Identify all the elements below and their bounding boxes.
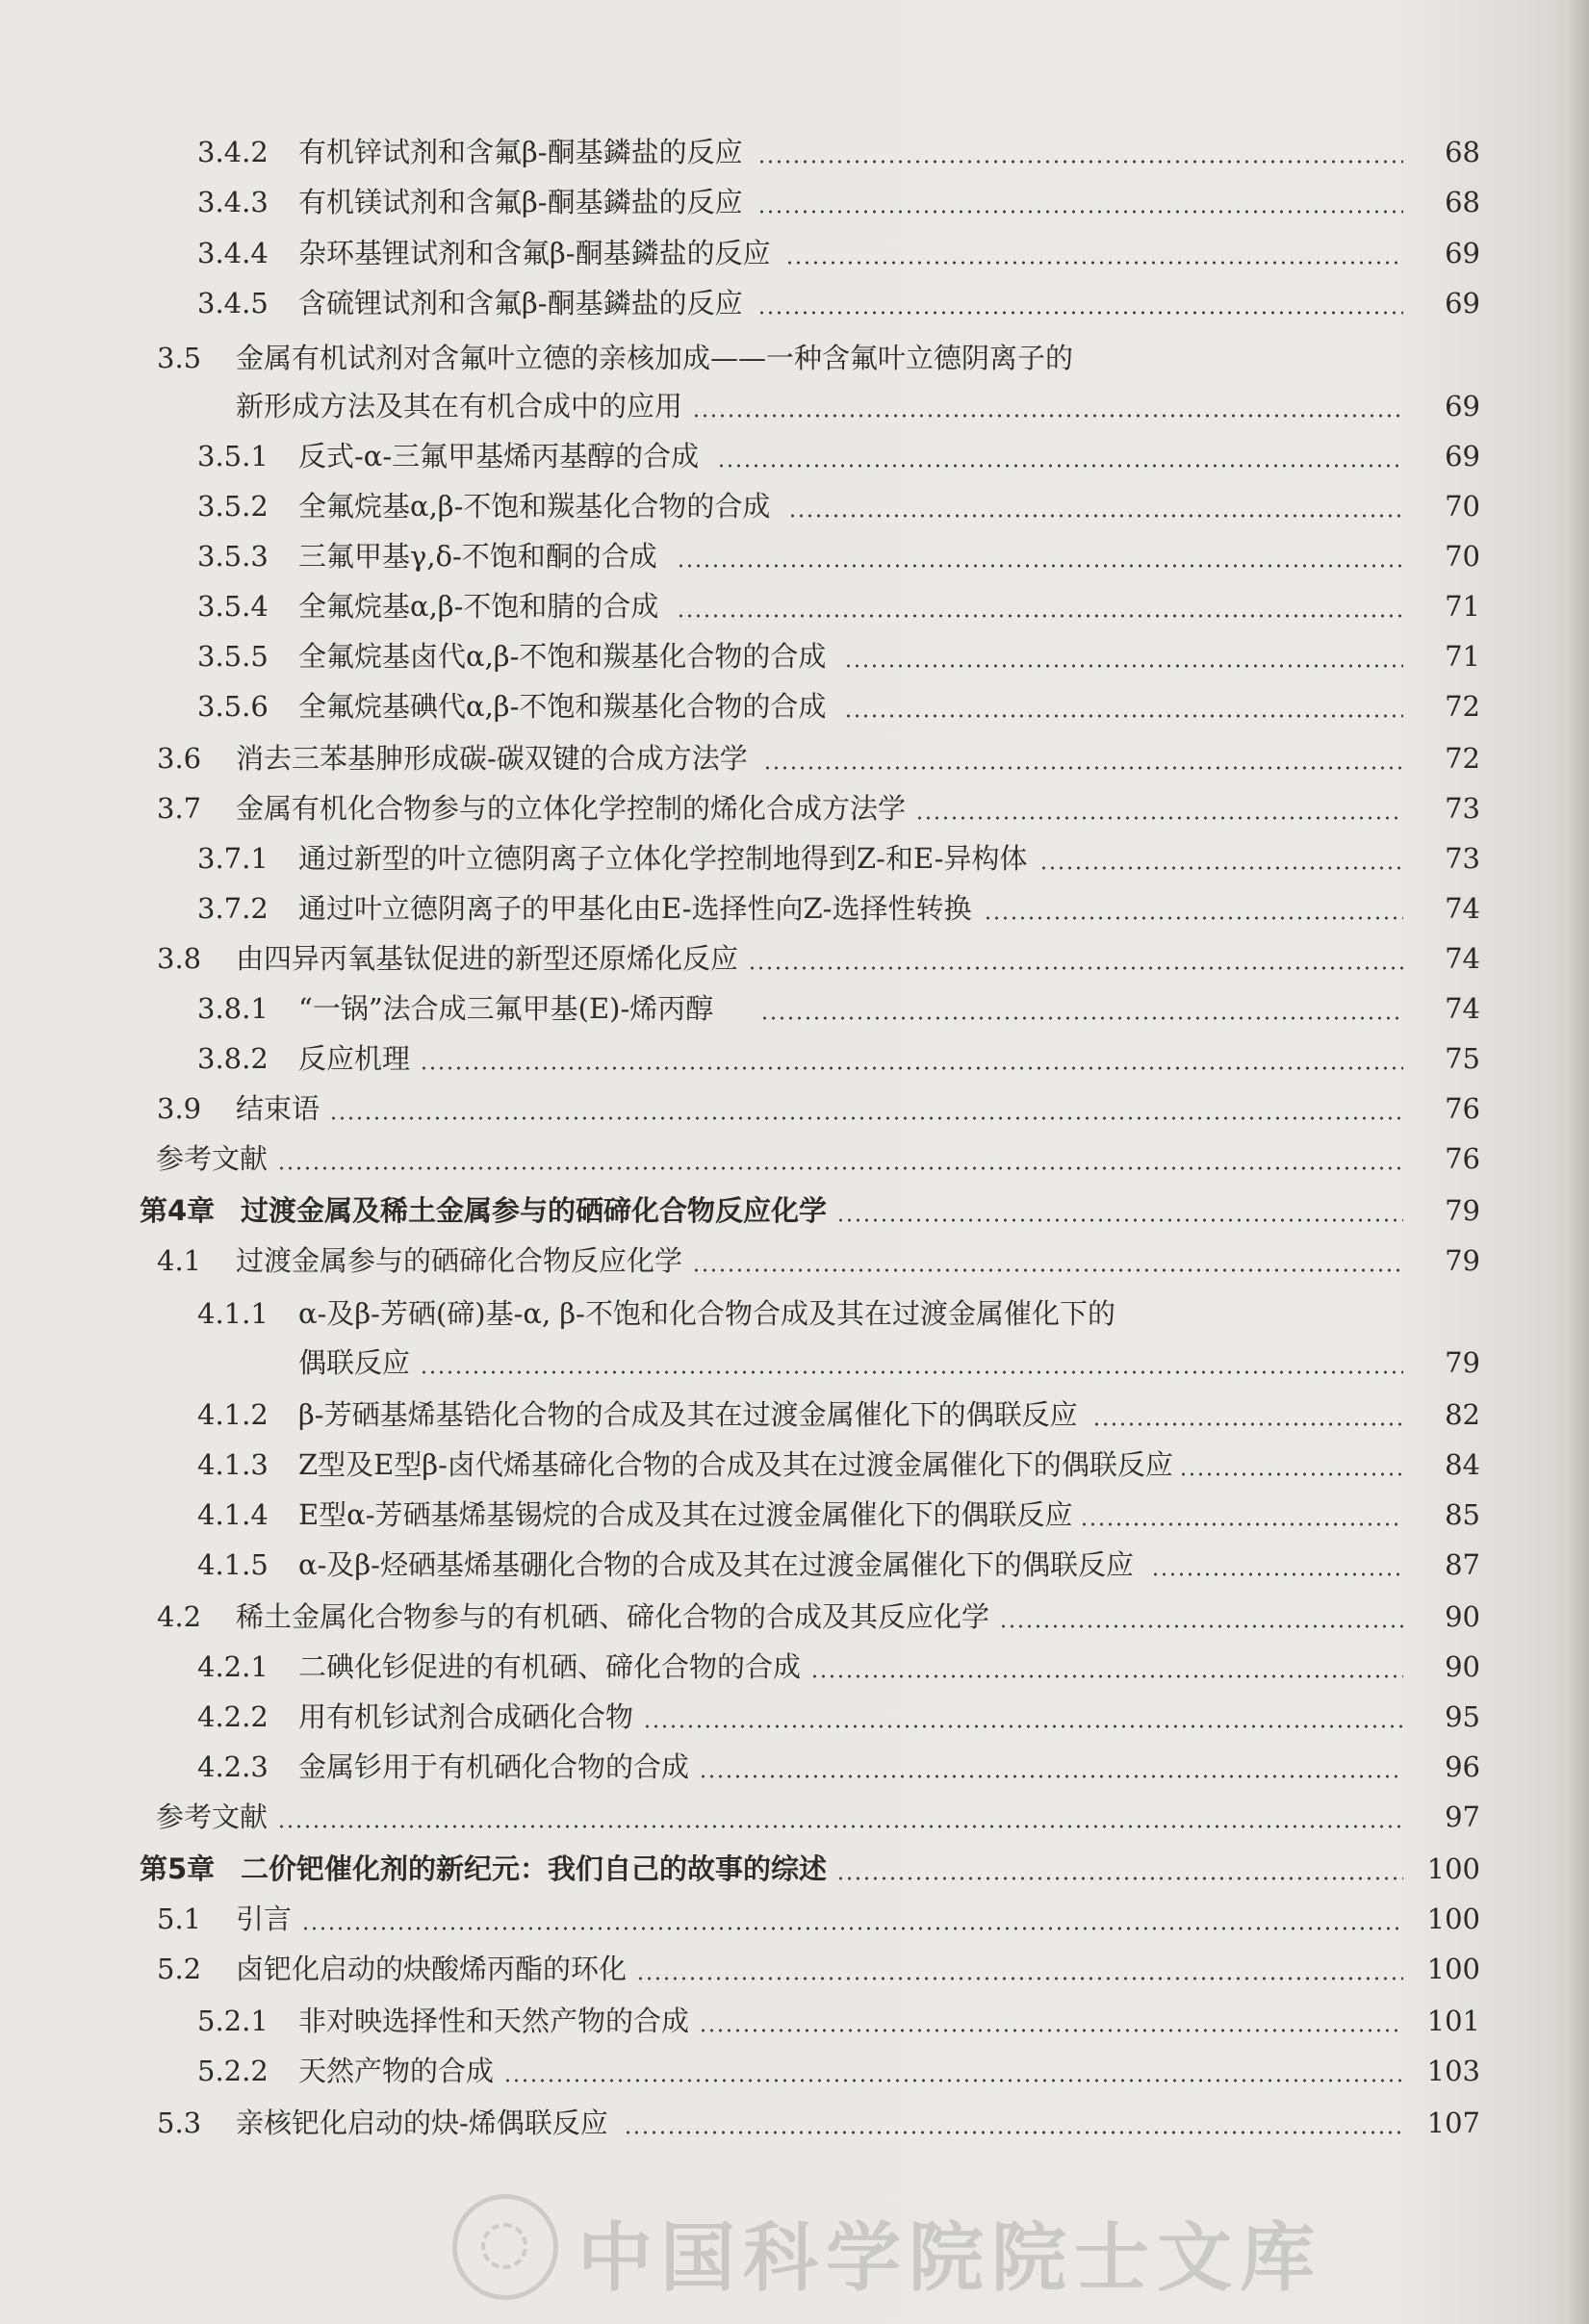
toc-entry [0,484,1589,532]
page-number: 101 [1426,2005,1480,2037]
page-number: 68 [1445,186,1480,218]
page-number: 76 [1445,1142,1480,1175]
dot-leader [692,413,1403,419]
entry-title: 过渡金属参与的硒碲化合物反应化学 [236,1244,683,1277]
page-number: 72 [1445,742,1480,775]
entry-title: 杂环基锂试剂和含氟β-酮基鏻盐的反应 [298,237,771,269]
dot-leader [277,1165,1403,1171]
entry-title: 含硫锂试剂和含氟β-酮基鏻盐的反应 [298,287,743,319]
dot-leader [301,1926,1403,1931]
entry-number: 3.8.2 [197,1042,269,1075]
entry-number: 3.4.3 [197,186,269,218]
page-number: 107 [1426,2107,1480,2139]
dot-leader [1151,1571,1403,1577]
entry-number: 3.4.2 [197,136,269,168]
dot-leader [692,1267,1403,1273]
page-number: 82 [1445,1398,1480,1431]
entry-title: 三氟甲基γ,δ-不饱和酮的合成 [298,540,657,573]
entry-title: 全氟烷基卤代α,β-不饱和羰基化合物的合成 [298,640,827,673]
toc-entry [0,1897,1589,1945]
entry-title: 参考文献 [156,1800,269,1833]
chapter-entry [0,1188,1589,1237]
entry-number: 4.1.4 [197,1498,269,1531]
dot-leader [503,2078,1403,2083]
dot-leader [329,1115,1403,1121]
page-number: 103 [1426,2055,1480,2087]
toc-entry [0,1036,1589,1085]
entry-number: 4.1.3 [197,1448,269,1481]
dot-leader [788,513,1403,519]
dot-leader [748,965,1403,971]
entry-title: 有机锌试剂和含氟β-酮基鏻盐的反应 [298,136,743,168]
toc-entry [0,1645,1589,1693]
toc-entry [0,1291,1589,1340]
entry-number: 4.2.1 [197,1650,269,1683]
entry-title: 金属钐用于有机硒化合物的合成 [298,1750,690,1783]
entry-number: 3.5 [157,342,202,374]
page-number: 70 [1445,540,1480,573]
dot-leader [636,1976,1403,1981]
toc-entry [0,886,1589,934]
page-number: 74 [1445,942,1480,975]
page-number: 79 [1445,1194,1480,1227]
entry-title: 通过新型的叶立德阴离子立体化学控制地得到Z-和E-异构体 [298,842,1028,875]
entry-title: 有机镁试剂和含氟β-酮基鏻盐的反应 [298,186,743,218]
entry-title: α-及β-烃硒基烯基硼化合物的合成及其在过渡金属催化下的偶联反应 [298,1548,1134,1581]
entry-number: 3.6 [157,742,202,775]
toc-entry [0,986,1589,1034]
dot-leader [844,663,1403,669]
page-number: 73 [1445,792,1480,825]
dot-leader [420,1065,1403,1071]
entry-title: 金属有机化合物参与的立体化学控制的烯化合成方法学 [236,792,907,825]
entry-title: β-芳硒基烯基锆化合物的合成及其在过渡金属催化下的偶联反应 [298,1398,1078,1431]
academy-seal-icon [452,2194,558,2300]
dot-leader [699,1774,1403,1779]
entry-number: 5.1 [157,1903,202,1935]
dot-leader [420,1369,1403,1375]
dot-leader [915,815,1403,821]
dot-leader [836,1876,1403,1881]
entry-number: 4.2.3 [197,1750,269,1783]
page-number: 73 [1445,842,1480,875]
toc-entry [0,1239,1589,1287]
dot-leader [624,2130,1403,2135]
entry-number: 3.5.2 [197,490,269,523]
page-number: 84 [1445,1448,1480,1481]
entry-title: 结束语 [236,1092,320,1125]
page-number: 90 [1445,1650,1480,1683]
entry-number: 5.2.2 [197,2055,269,2087]
entry-title: 消去三苯基胂形成碳-碳双键的合成方法学 [236,742,748,775]
toc-entry [0,584,1589,632]
toc-entry [0,936,1589,984]
entry-title: 金属有机试剂对含氟叶立德的亲核加成——一种含氟叶立德阴离子的 [236,342,1074,374]
toc-entry [0,2101,1589,2149]
entry-title: 通过叶立德阴离子的甲基化由E-选择性向Z-选择性转换 [298,892,972,925]
page-number: 69 [1445,287,1480,319]
toc-entry [0,634,1589,682]
page-number: 75 [1445,1042,1480,1075]
entry-number: 4.2.2 [197,1700,269,1733]
entry-number: 5.3 [157,2107,202,2139]
dot-leader [757,159,1403,165]
page-number: 79 [1445,1346,1480,1379]
dot-leader [760,1015,1403,1021]
entry-title: 过渡金属及稀土金属参与的硒碲化合物反应化学 [241,1194,828,1227]
page-number: 87 [1445,1548,1480,1581]
entry-number: 3.4.5 [197,287,269,319]
toc-entry [0,1443,1589,1491]
entry-title: 参考文献 [156,1142,269,1175]
page-number: 70 [1445,490,1480,523]
toc-entry [0,1136,1589,1185]
dot-leader [1080,1521,1403,1527]
toc-entry [0,836,1589,884]
page-number: 100 [1426,1852,1480,1885]
entry-number: 4.1 [157,1244,202,1277]
toc-entry [0,684,1589,732]
entry-number: 3.4.4 [197,237,269,269]
toc-entry [0,281,1589,329]
toc-entry [0,180,1589,228]
page-number: 74 [1445,992,1480,1025]
page-number: 74 [1445,892,1480,925]
entry-title: 用有机钐试剂合成硒化合物 [298,1700,634,1733]
entry-number: 3.8.1 [197,992,269,1025]
page-number: 85 [1445,1498,1480,1531]
dot-leader [717,463,1403,469]
entry-number: 4.1.2 [197,1398,269,1431]
page-number: 69 [1445,390,1480,422]
toc-entry [0,1795,1589,1843]
toc-entry [0,1695,1589,1743]
entry-number: 3.7.2 [197,892,269,925]
entry-title: 非对映选择性和天然产物的合成 [298,2005,690,2037]
dot-leader [1039,865,1403,871]
dot-leader [999,1623,1403,1629]
dot-leader [1092,1421,1403,1427]
page-number: 96 [1445,1750,1480,1783]
toc-entry [0,1999,1589,2047]
entry-title: 全氟烷基碘代α,β-不饱和羰基化合物的合成 [298,690,827,723]
entry-number: 3.5.6 [197,690,269,723]
entry-number: 5.2.1 [197,2005,269,2037]
entry-number: 4.1.5 [197,1548,269,1581]
page-number: 95 [1445,1700,1480,1733]
toc-entry [0,434,1589,482]
page-number: 71 [1445,640,1480,673]
chapter-entry [0,1847,1589,1895]
entry-title: 新形成方法及其在有机合成中的应用 [236,390,683,422]
page-number: 90 [1445,1600,1480,1633]
dot-leader [699,2028,1403,2033]
entry-number: 3.5.3 [197,540,269,573]
entry-number: 3.5.1 [197,440,269,472]
toc-entry [0,1745,1589,1793]
entry-title: 亲核钯化启动的炔-烯偶联反应 [236,2107,608,2139]
entry-title: 卤钯化启动的炔酸烯丙酯的环化 [236,1953,628,1985]
watermark-text: 中国科学院院士文库 [577,2214,1323,2302]
entry-title: 由四异丙氧基钛促进的新型还原烯化反应 [236,942,739,975]
watermark [452,2184,1323,2302]
dot-leader [677,563,1403,569]
dot-leader [757,310,1403,316]
toc-entry [0,534,1589,582]
dot-leader [677,613,1403,619]
toc-entry [0,1947,1589,1995]
entry-title: 稀土金属化合物参与的有机硒、碲化合物的合成及其反应化学 [236,1600,990,1633]
toc-entry [0,130,1589,178]
page-number: 69 [1445,440,1480,472]
entry-title: 引言 [236,1903,293,1935]
dot-leader [277,1824,1403,1829]
dot-leader [984,915,1403,921]
toc-entry [0,1543,1589,1591]
entry-number: 3.5.4 [197,590,269,623]
entry-title: E型α-芳硒基烯基锡烷的合成及其在过渡金属催化下的偶联反应 [298,1498,1073,1531]
entry-title: 二碘化钐促进的有机硒、碲化合物的合成 [298,1650,802,1683]
entry-number: 5.2 [157,1953,202,1985]
toc-entry [0,1493,1589,1541]
dot-leader [643,1724,1403,1729]
dot-leader [763,765,1403,771]
dot-leader [844,713,1403,719]
page-number: 71 [1445,590,1480,623]
page-number: 100 [1426,1903,1480,1935]
entry-title: α-及β-芳硒(碲)基-α, β-不饱和化合物合成及其在过渡金属催化下的 [298,1297,1115,1330]
entry-title: 天然产物的合成 [298,2055,495,2087]
toc-entry [0,2049,1589,2097]
entry-title: 偶联反应 [298,1346,411,1379]
toc-entry [0,336,1589,384]
page-number: 97 [1445,1800,1480,1833]
entry-title: 二价钯催化剂的新纪元：我们自己的故事的综述 [241,1852,828,1885]
toc-entry [0,1392,1589,1441]
entry-title: 反应机理 [298,1042,411,1075]
entry-number: 3.9 [157,1092,202,1125]
dot-leader [1179,1471,1403,1477]
entry-number: 第4章 [140,1194,216,1227]
toc-entry [0,736,1589,784]
toc-entry [0,1086,1589,1135]
entry-title: “一锅”法合成三氟甲基(E)-烯丙醇 [298,992,714,1025]
entry-number: 第5章 [140,1852,216,1885]
toc-entry [0,231,1589,279]
entry-number: 3.7 [157,792,202,825]
page-number: 79 [1445,1244,1480,1277]
page-number: 100 [1426,1953,1480,1985]
entry-title: 全氟烷基α,β-不饱和腈的合成 [298,590,659,623]
dot-leader [836,1217,1403,1223]
dot-leader [810,1673,1403,1679]
dot-leader [785,260,1403,266]
toc-entry [0,384,1589,432]
page-number: 76 [1445,1092,1480,1125]
toc-entry [0,1341,1589,1389]
entry-number: 4.2 [157,1600,202,1633]
page-number: 69 [1445,237,1480,269]
entry-title: Z型及E型β-卤代烯基碲化合物的合成及其在过渡金属催化下的偶联反应 [298,1448,1173,1481]
entry-number: 3.5.5 [197,640,269,673]
entry-number: 3.7.1 [197,842,269,875]
toc-entry [0,1595,1589,1643]
page-number: 72 [1445,690,1480,723]
page-number: 68 [1445,136,1480,168]
entry-title: 反式-α-三氟甲基烯丙基醇的合成 [298,440,700,472]
toc-entry [0,786,1589,834]
entry-number: 4.1.1 [197,1297,269,1330]
entry-title: 全氟烷基α,β-不饱和羰基化合物的合成 [298,490,771,523]
dot-leader [757,209,1403,215]
entry-number: 3.8 [157,942,202,975]
